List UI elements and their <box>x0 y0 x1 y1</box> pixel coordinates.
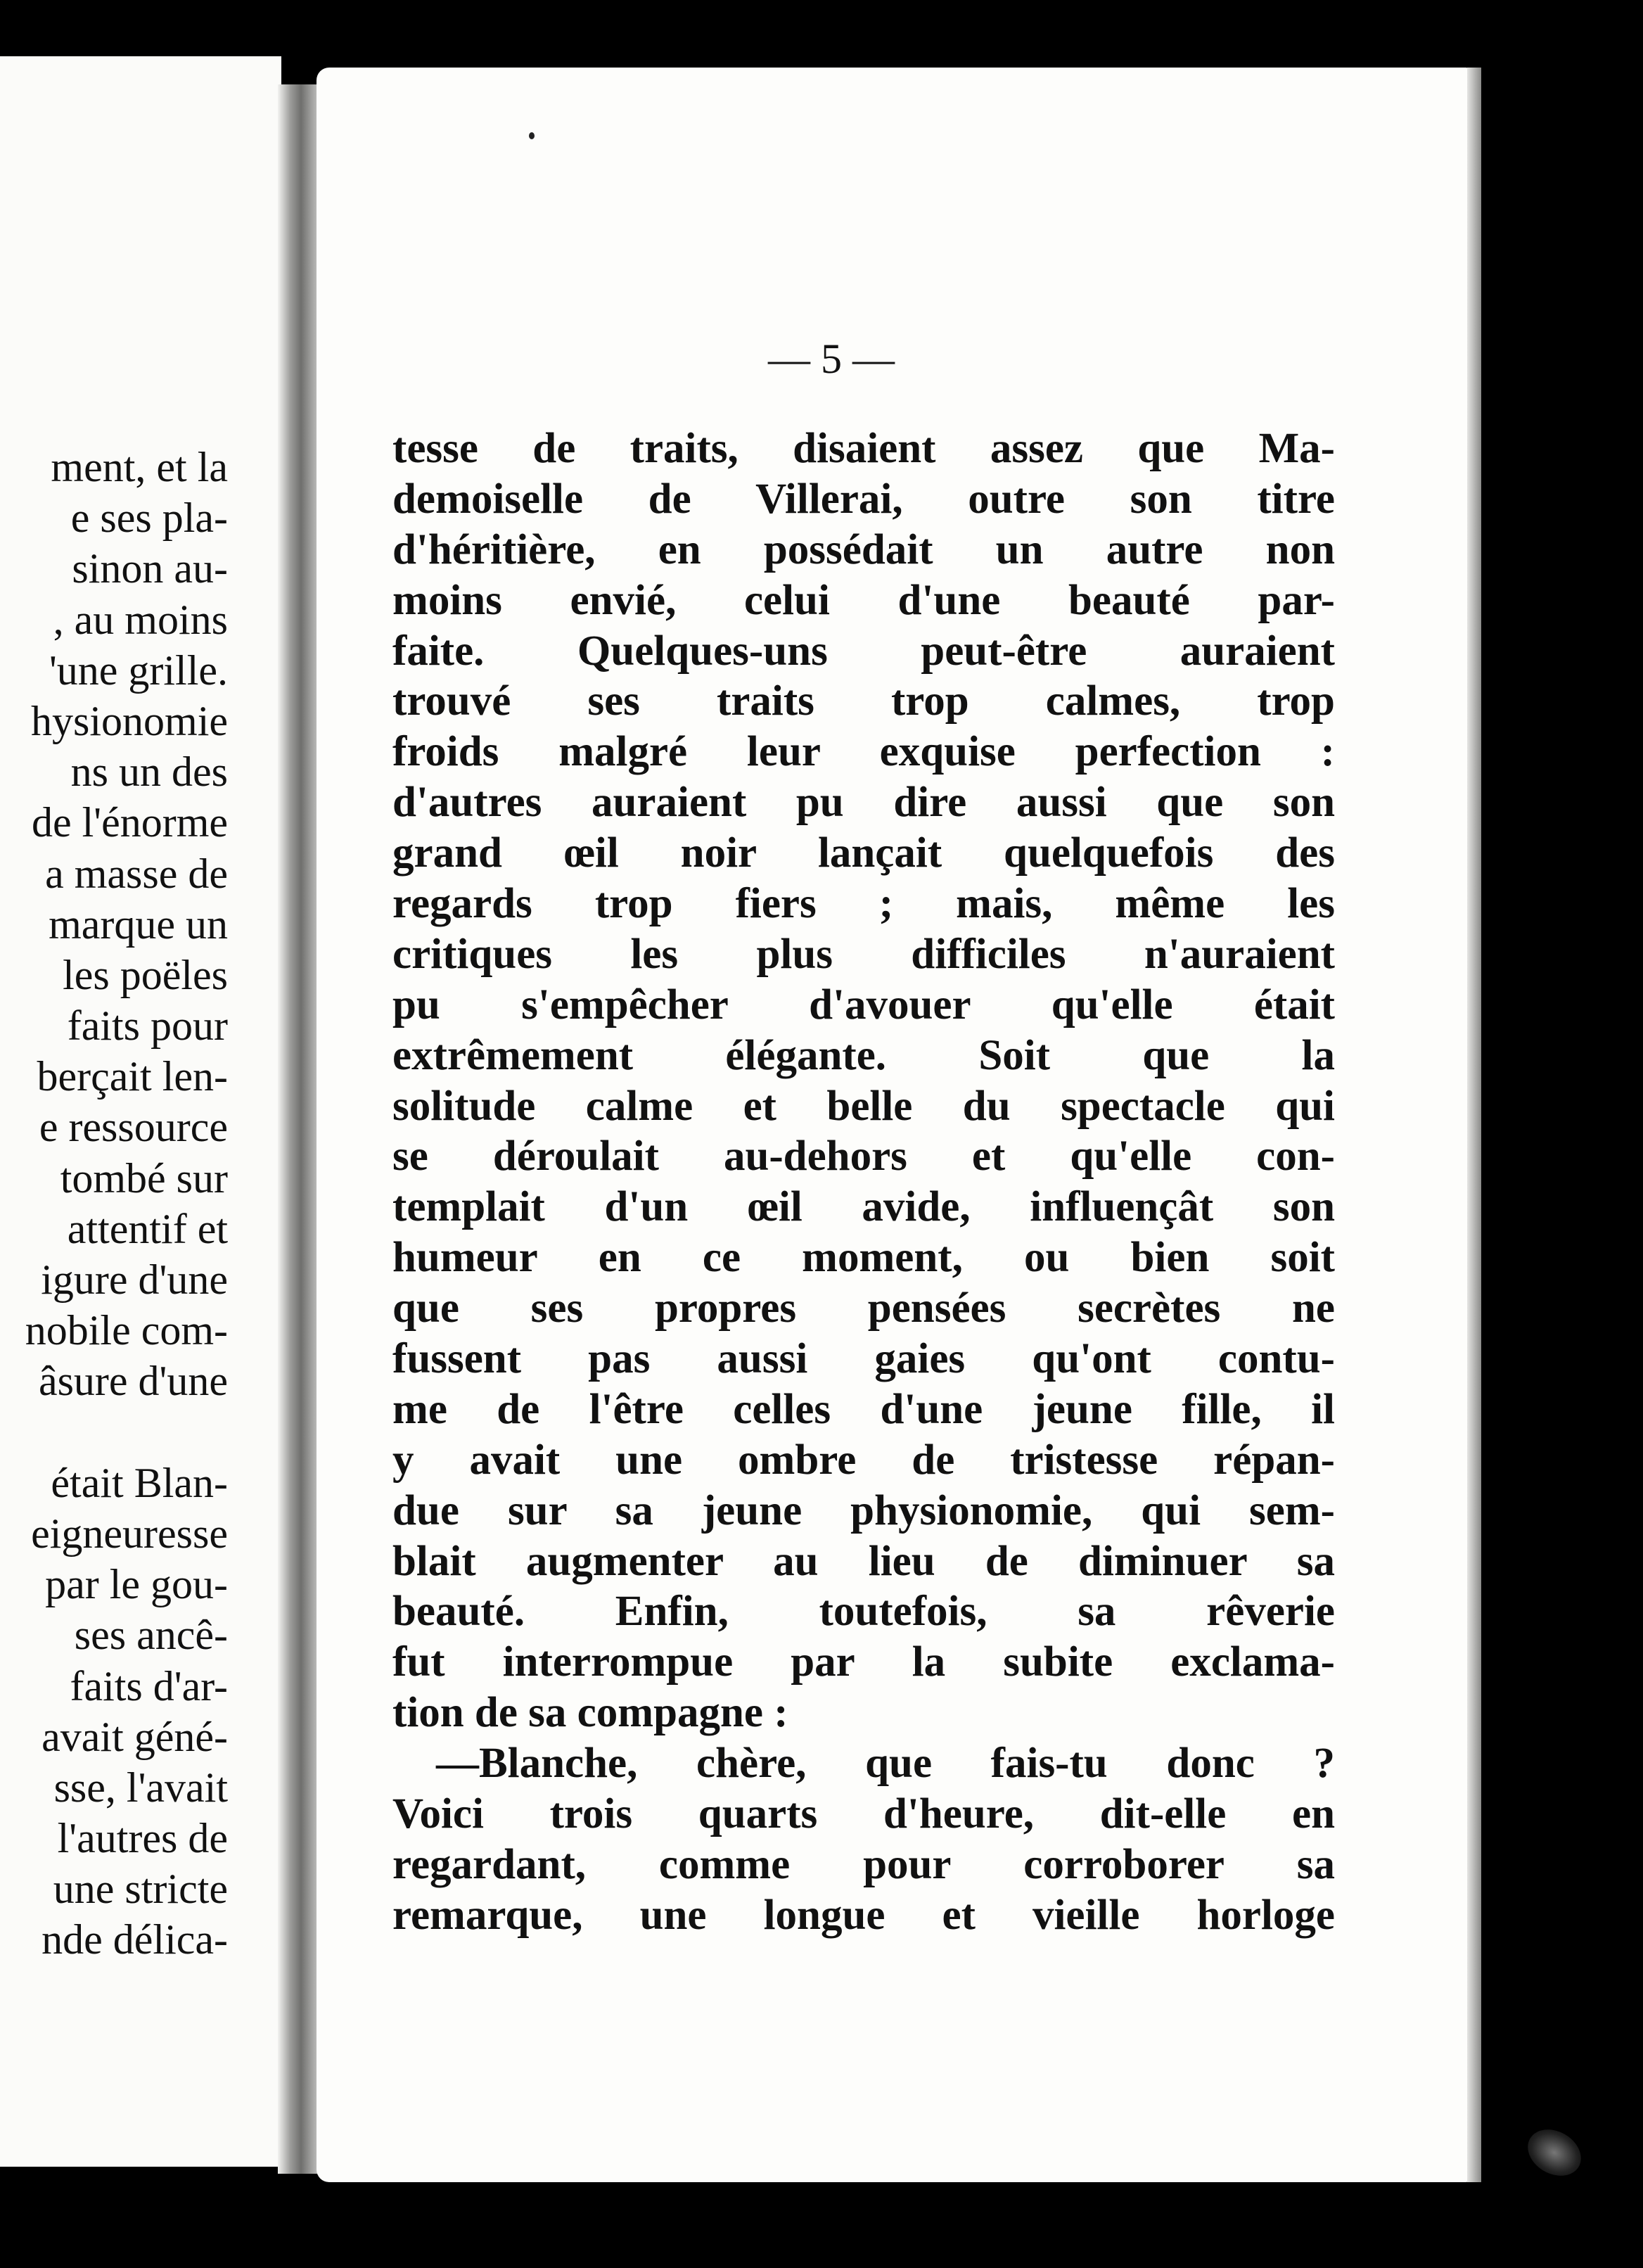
text-line: me de l'être celles d'une jeune fille, il <box>392 1385 1335 1433</box>
book-gutter <box>278 84 320 2174</box>
text-line: Voici trois quarts d'heure, dit-elle en <box>392 1790 1335 1838</box>
left-text-line: faits d'ar- <box>70 1662 228 1709</box>
text-line: regards trop fiers ; mais, même les <box>392 880 1335 928</box>
left-text-line: était Blan- <box>51 1459 228 1506</box>
text-line: froids malgré leur exquise perfection : <box>392 728 1335 776</box>
text-line: pu s'empêcher d'avouer qu'elle était <box>392 981 1335 1028</box>
left-text-line: e ses pla- <box>70 495 228 542</box>
text-line: extrêmement élégante. Soit que la <box>392 1031 1335 1079</box>
left-text-line: igure d'une <box>41 1256 228 1303</box>
text-line: critiques les plus difficiles n'auraient <box>392 930 1335 978</box>
text-line: —Blanche, chère, que fais-tu donc ? <box>436 1740 1335 1788</box>
text-line: blait augmenter au lieu de diminuer sa <box>392 1537 1335 1585</box>
text-line: que ses propres pensées secrètes ne <box>392 1285 1335 1332</box>
text-line: solitude calme et belle du spectacle qui <box>392 1082 1335 1130</box>
left-text-line: ment, et la <box>51 444 228 490</box>
left-text-line: nobile com- <box>25 1307 228 1354</box>
left-text-line <box>0 1407 228 1458</box>
text-line: beauté. Enfin, toutefois, sa rêverie <box>392 1588 1335 1636</box>
text-line: demoiselle de Villerai, outre son titre <box>392 475 1335 523</box>
text-line: se déroulait au-dehors et qu'elle con- <box>392 1133 1335 1180</box>
left-text-line: de l'énorme <box>31 799 228 846</box>
text-line: due sur sa jeune physionomie, qui sem- <box>392 1486 1335 1534</box>
text-line: fussent pas aussi gaies qu'ont contu- <box>392 1335 1335 1383</box>
left-text-line: sse, l'avait <box>53 1764 228 1811</box>
left-text-line: marque un <box>49 900 228 948</box>
text-line: trouvé ses traits trop calmes, trop <box>392 677 1335 725</box>
text-line: moins envié, celui d'une beauté par- <box>392 576 1335 624</box>
left-page-text <box>0 442 228 1966</box>
left-text-line: âsure d'une <box>38 1358 228 1405</box>
left-text-line: tombé sur <box>60 1154 228 1202</box>
left-text-line: e ressource <box>39 1104 228 1151</box>
text-line: templait d'un œil avide, influençât son <box>392 1183 1335 1231</box>
left-text-line: sinon au- <box>72 545 228 592</box>
left-text-line: a masse de <box>45 850 228 897</box>
left-text-line: par le gou- <box>45 1561 228 1608</box>
right-page <box>317 68 1470 2182</box>
scan-smudge <box>1519 2120 1589 2185</box>
left-text-line: ns un des <box>70 748 228 796</box>
left-text-line: berçait len- <box>37 1053 228 1100</box>
left-text-line: , au moins <box>53 596 228 643</box>
left-text-line: les poëles <box>63 951 228 998</box>
page-edge <box>1467 68 1481 2182</box>
text-line: y avait une ombre de tristesse répan- <box>392 1436 1335 1484</box>
text-line: humeur en ce moment, ou bien soit <box>392 1234 1335 1282</box>
page-number: — 5 — <box>768 336 895 382</box>
left-text-line: attentif et <box>67 1205 228 1252</box>
left-text-line: une stricte <box>53 1866 228 1913</box>
left-text-line: faits pour <box>67 1002 228 1050</box>
text-line: tesse de traits, disaient assez que Ma- <box>392 425 1335 472</box>
text-line: faite. Quelques-uns peut-être auraient <box>392 627 1335 675</box>
left-text-line: ses ancê- <box>74 1612 228 1659</box>
left-text-line: avait géné- <box>41 1713 228 1760</box>
left-text-line: l'autres de <box>57 1815 228 1862</box>
left-text-line: 'une grille. <box>49 646 228 694</box>
text-line: remarque, une longue et vieille horloge <box>392 1891 1335 1939</box>
page-body-text <box>392 423 1335 1941</box>
text-line: d'autres auraient pu dire aussi que son <box>392 779 1335 827</box>
ink-speck <box>529 132 535 139</box>
left-page <box>0 56 281 2167</box>
left-text-line: nde délica- <box>41 1916 228 1963</box>
text-line: d'héritière, en possédait un autre non <box>392 525 1335 573</box>
text-line: fut interrompue par la subite exclama- <box>392 1638 1335 1686</box>
text-line: regardant, comme pour corroborer sa <box>392 1840 1335 1888</box>
left-text-line: hysionomie <box>31 697 228 744</box>
text-line: tion de sa compagne : <box>392 1689 788 1737</box>
text-line: grand œil noir lançait quelquefois des <box>392 829 1335 877</box>
left-text-line: eigneuresse <box>31 1510 228 1557</box>
